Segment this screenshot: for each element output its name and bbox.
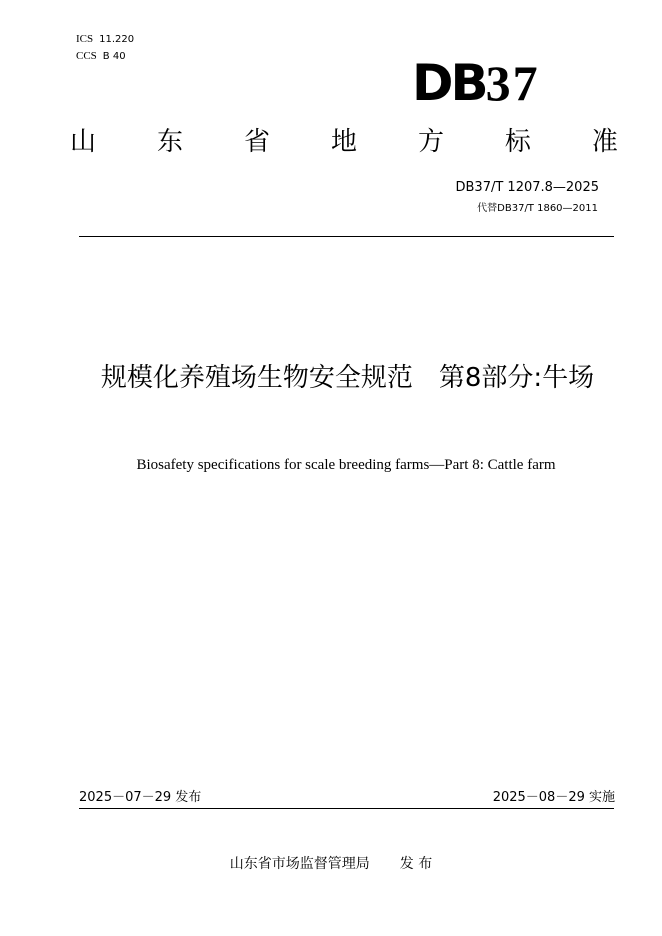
header-divider [79,236,614,237]
standard-number: DB37/T 1207.8—2025 [455,180,599,195]
publisher-line [0,855,662,873]
level-char: 地 [330,127,357,157]
ics-label: ICS [76,33,94,45]
ics-code [76,32,134,47]
replaces-standard: 代替DB37/T 1860—2011 [477,203,598,214]
publisher-name: 山东省市场监督管理局 [229,856,370,872]
level-char: 省 [243,127,270,157]
ccs-label: CCS [76,50,97,62]
issue-date: 2025－07－29 发布 [79,790,202,805]
publish-action: 发 布 [399,856,433,872]
logo-number: 37 [485,55,540,111]
title-chinese: 规模化养殖场生物安全规范 第8部分:牛场 [100,363,595,393]
logo-db: DB [412,54,486,112]
level-char: 东 [156,127,183,157]
level-char: 准 [591,127,618,157]
ccs-code [76,49,126,64]
implementation-date: 2025－08－29 实施 [492,790,615,805]
level-char: 标 [504,127,531,157]
level-char: 方 [417,127,444,157]
ics-value: 11.220 [99,34,135,45]
db37-logo [412,54,572,112]
title-english: Biosafety specifications for scale breeding farms—Part 8: Cattle farm [136,457,556,473]
ccs-value: B 40 [102,51,126,62]
level-char: 山 [70,127,97,157]
standard-level-heading [70,125,618,159]
footer-divider [79,808,614,809]
